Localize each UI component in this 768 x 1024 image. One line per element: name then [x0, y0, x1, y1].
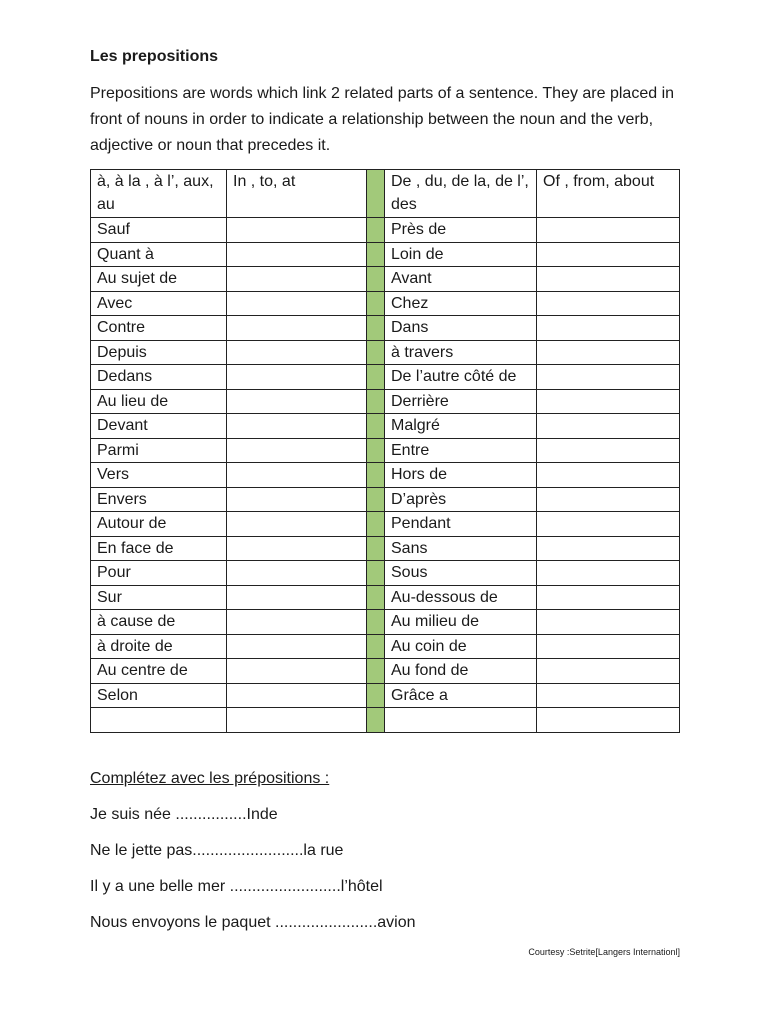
cell-de-preposition: Malgré: [385, 414, 537, 439]
cell-de-preposition: Au milieu de: [385, 610, 537, 635]
cell-de-translation: [537, 218, 680, 243]
column-separator: [367, 708, 385, 733]
cell-a-translation: [227, 585, 367, 610]
cell-a-preposition: Selon: [91, 683, 227, 708]
cell-a-preposition: Depuis: [91, 340, 227, 365]
table-row: [91, 242, 680, 267]
cell-de-preposition: Chez: [385, 291, 537, 316]
cell-a-translation: [227, 389, 367, 414]
header-a-translation: In , to, at: [227, 170, 367, 218]
credit-note: Courtesy :Setrite[Langers Internationl]: [528, 947, 680, 957]
cell-a-translation: [227, 683, 367, 708]
table-row: [91, 487, 680, 512]
page-title: Les prepositions: [90, 48, 219, 65]
column-separator: [367, 610, 385, 635]
table-row: [91, 463, 680, 488]
table-row: [91, 340, 680, 365]
table-row: [91, 634, 680, 659]
table-row: [91, 438, 680, 463]
table-row: [91, 291, 680, 316]
cell-de-preposition: [385, 708, 537, 733]
column-separator: [367, 316, 385, 341]
column-separator: [367, 389, 385, 414]
cell-de-translation: [537, 536, 680, 561]
cell-de-translation: [537, 683, 680, 708]
table-row: [91, 267, 680, 292]
table-row: [91, 389, 680, 414]
cell-de-preposition: Sans: [385, 536, 537, 561]
column-separator: [367, 585, 385, 610]
cell-de-translation: [537, 463, 680, 488]
cell-de-preposition: Au-dessous de: [385, 585, 537, 610]
cell-de-preposition: Au coin de: [385, 634, 537, 659]
column-separator: [367, 659, 385, 684]
cell-a-preposition: Au centre de: [91, 659, 227, 684]
cell-de-preposition: Au fond de: [385, 659, 537, 684]
column-separator: [367, 365, 385, 390]
cell-de-preposition: Pendant: [385, 512, 537, 537]
cell-a-preposition: Quant à: [91, 242, 227, 267]
cell-a-translation: [227, 536, 367, 561]
cell-a-preposition: Au lieu de: [91, 389, 227, 414]
column-separator: [367, 438, 385, 463]
table-row: [91, 365, 680, 390]
cell-a-preposition: Dedans: [91, 365, 227, 390]
cell-a-translation: [227, 463, 367, 488]
cell-a-translation: [227, 316, 367, 341]
cell-de-preposition: Grâce a: [385, 683, 537, 708]
cell-de-translation: [537, 585, 680, 610]
cell-de-translation: [537, 365, 680, 390]
cell-de-translation: [537, 291, 680, 316]
cell-a-translation: [227, 438, 367, 463]
table-row: [91, 708, 680, 733]
prepositions-table: [90, 169, 680, 733]
column-separator: [367, 634, 385, 659]
cell-a-translation: [227, 512, 367, 537]
table-row: [91, 218, 680, 243]
table-row: [91, 316, 680, 341]
column-separator: [367, 340, 385, 365]
cell-de-preposition: Entre: [385, 438, 537, 463]
table-row: [91, 536, 680, 561]
cell-a-preposition: à cause de: [91, 610, 227, 635]
table-row: [91, 561, 680, 586]
cell-a-preposition: Autour de: [91, 512, 227, 537]
table-row: [91, 659, 680, 684]
column-separator: [367, 242, 385, 267]
cell-de-preposition: à travers: [385, 340, 537, 365]
table-header-row: [91, 170, 680, 218]
cell-de-preposition: Hors de: [385, 463, 537, 488]
cell-de-translation: [537, 438, 680, 463]
cell-a-preposition: Contre: [91, 316, 227, 341]
cell-de-preposition: Dans: [385, 316, 537, 341]
column-separator: [367, 487, 385, 512]
table-row: [91, 414, 680, 439]
exercise-line: Il y a une belle mer .........................l’hôtel: [90, 878, 383, 895]
cell-a-preposition: Sauf: [91, 218, 227, 243]
cell-de-translation: [537, 708, 680, 733]
exercise-heading: Complétez avec les prépositions :: [90, 770, 330, 787]
cell-de-translation: [537, 340, 680, 365]
cell-a-preposition: [91, 708, 227, 733]
cell-de-translation: [537, 414, 680, 439]
column-separator: [367, 561, 385, 586]
cell-a-preposition: Au sujet de: [91, 267, 227, 292]
cell-de-translation: [537, 487, 680, 512]
cell-a-translation: [227, 218, 367, 243]
cell-a-translation: [227, 610, 367, 635]
column-separator: [367, 512, 385, 537]
cell-de-preposition: Près de: [385, 218, 537, 243]
intro-paragraph: Prepositions are words which link 2 related parts of a sentence. They are placed in front of nouns in order to indicate a relationship between the noun and the verb, adjective or noun that precedes it.: [90, 85, 675, 154]
header-de-translation: Of , from, about: [537, 170, 680, 218]
cell-de-preposition: Loin de: [385, 242, 537, 267]
cell-de-preposition: D’après: [385, 487, 537, 512]
column-separator: [367, 170, 385, 218]
table-row: [91, 683, 680, 708]
cell-de-preposition: Derrière: [385, 389, 537, 414]
cell-a-preposition: Avec: [91, 291, 227, 316]
cell-de-preposition: De l’autre côté de: [385, 365, 537, 390]
cell-a-preposition: Pour: [91, 561, 227, 586]
cell-a-translation: [227, 414, 367, 439]
cell-a-preposition: Parmi: [91, 438, 227, 463]
cell-a-translation: [227, 365, 367, 390]
cell-a-preposition: Devant: [91, 414, 227, 439]
cell-de-translation: [537, 659, 680, 684]
cell-de-preposition: Avant: [385, 267, 537, 292]
cell-de-translation: [537, 512, 680, 537]
cell-a-preposition: Envers: [91, 487, 227, 512]
cell-a-translation: [227, 291, 367, 316]
exercise-line: Ne le jette pas.........................la rue: [90, 842, 344, 859]
column-separator: [367, 414, 385, 439]
table-row: [91, 512, 680, 537]
cell-a-preposition: à droite de: [91, 634, 227, 659]
cell-a-translation: [227, 708, 367, 733]
column-separator: [367, 463, 385, 488]
cell-a-preposition: Vers: [91, 463, 227, 488]
exercise-line: Nous envoyons le paquet .......................avion: [90, 914, 416, 931]
cell-a-translation: [227, 634, 367, 659]
cell-de-translation: [537, 316, 680, 341]
cell-a-preposition: En face de: [91, 536, 227, 561]
cell-a-translation: [227, 242, 367, 267]
column-separator: [367, 291, 385, 316]
cell-de-translation: [537, 610, 680, 635]
cell-a-translation: [227, 487, 367, 512]
cell-a-translation: [227, 659, 367, 684]
cell-a-translation: [227, 561, 367, 586]
table-row: [91, 585, 680, 610]
cell-a-preposition: Sur: [91, 585, 227, 610]
cell-a-translation: [227, 267, 367, 292]
cell-de-translation: [537, 561, 680, 586]
table-row: [91, 610, 680, 635]
cell-a-translation: [227, 340, 367, 365]
cell-de-translation: [537, 634, 680, 659]
cell-de-translation: [537, 267, 680, 292]
cell-de-preposition: Sous: [385, 561, 537, 586]
column-separator: [367, 267, 385, 292]
column-separator: [367, 683, 385, 708]
header-de-prepositions: De , du, de la, de l’, des: [385, 170, 537, 218]
cell-de-translation: [537, 389, 680, 414]
exercise-line: Je suis née ................Inde: [90, 806, 278, 823]
column-separator: [367, 218, 385, 243]
column-separator: [367, 536, 385, 561]
cell-de-translation: [537, 242, 680, 267]
header-a-prepositions: à, à la , à l’, aux, au: [91, 170, 227, 218]
exercise-section: [90, 768, 416, 948]
